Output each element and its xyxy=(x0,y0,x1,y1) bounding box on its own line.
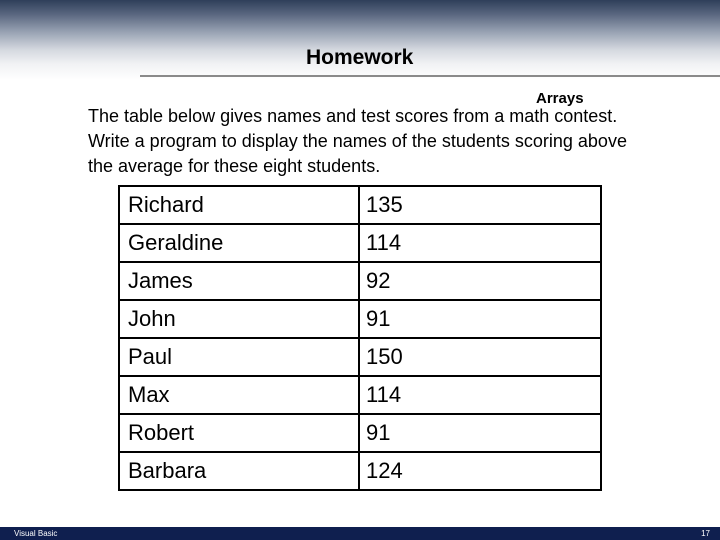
table-row xyxy=(119,186,601,224)
table-row xyxy=(119,262,601,300)
student-name-cell: Barbara xyxy=(119,452,359,490)
table-row xyxy=(119,300,601,338)
table-row xyxy=(119,452,601,490)
student-score-cell: 124 xyxy=(359,452,601,490)
student-score-cell: 150 xyxy=(359,338,601,376)
student-name-cell: Max xyxy=(119,376,359,414)
scores-table xyxy=(118,185,602,491)
footer-course-label: Visual Basic xyxy=(14,529,58,538)
table-row xyxy=(119,414,601,452)
assignment-text: The table below gives names and test scores from a math contest. Write a program to display the names of the students scoring above the average for these eight students. xyxy=(88,106,627,176)
student-name-cell: John xyxy=(119,300,359,338)
page-number: 17 xyxy=(701,529,710,538)
slide-title: Homework xyxy=(306,46,414,69)
student-score-cell: 92 xyxy=(359,262,601,300)
table-row xyxy=(119,338,601,376)
student-score-cell: 114 xyxy=(359,376,601,414)
student-score-cell: 114 xyxy=(359,224,601,262)
student-score-cell: 91 xyxy=(359,414,601,452)
student-name-cell: James xyxy=(119,262,359,300)
title-underline xyxy=(140,75,720,77)
table-row xyxy=(119,376,601,414)
student-name-cell: Robert xyxy=(119,414,359,452)
footer-bar xyxy=(0,527,720,540)
table-row xyxy=(119,224,601,262)
student-name-cell: Richard xyxy=(119,186,359,224)
student-name-cell: Geraldine xyxy=(119,224,359,262)
student-score-cell: 91 xyxy=(359,300,601,338)
student-score-cell: 135 xyxy=(359,186,601,224)
slide-subtitle: Arrays xyxy=(536,90,584,107)
student-name-cell: Paul xyxy=(119,338,359,376)
